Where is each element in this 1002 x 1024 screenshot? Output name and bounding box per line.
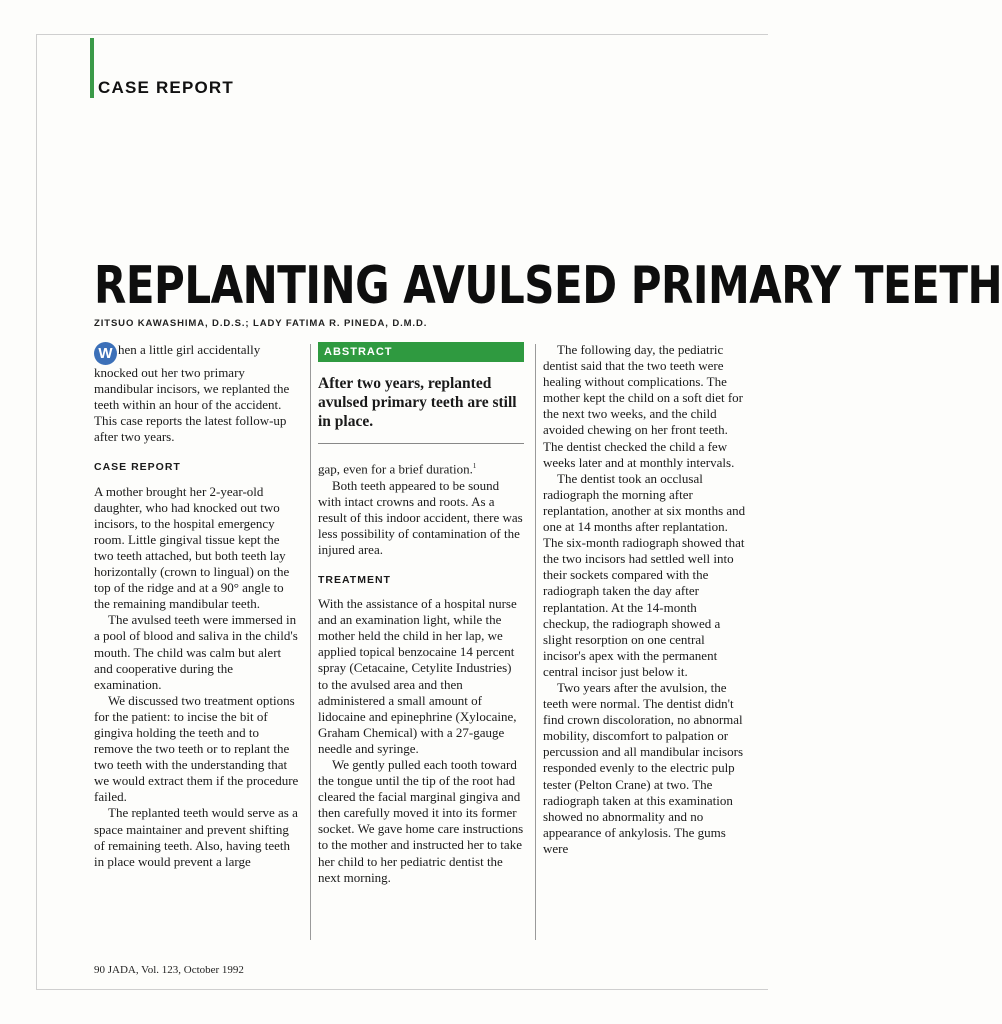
page-footer: 90 JADA, Vol. 123, October 1992 — [94, 964, 244, 976]
abstract-box — [318, 342, 524, 444]
section-label: CASE REPORT — [98, 78, 234, 97]
column-divider-2 — [535, 344, 536, 940]
paragraph — [318, 458, 524, 477]
paragraph: The following day, the pediatric dentist said that the two teeth were healing without complications. The mother kept the child on a soft diet for the next two weeks, and the child avoided chewing on her front teeth. The dentist checked the child a few weeks later and at monthly intervals. — [543, 342, 744, 470]
paragraph: We gently pulled each tooth toward the tongue until the tip of the root had cleared the facial marginal gingiva and then carefully moved it into its former socket. We gave home care instructions to the mother and instructed her to take her child to her pediatric dentist the next morning. — [318, 757, 524, 885]
intro-paragraph — [94, 342, 299, 445]
column-3 — [543, 342, 746, 857]
subhead-case-report: CASE REPORT — [94, 461, 181, 474]
paragraph: We discussed two treatment options for the patient: to incise the bit of gingiva holding the teeth and to remove the two teeth or to replant the two teeth with the understanding that we would extract them if the procedure failed. — [94, 692, 299, 805]
paragraph: Two years after the avulsion, the teeth were normal. The dentist didn't find crown discoloration, no abnormal mobility, discomfort to palpation or percussion and all mandibular incisors responded evenly to the electric pulp tester (Pelton Crane) at two. The radiograph taken at this examination showed no abnormality and no appearance of ankylosis. The gums were — [543, 679, 744, 856]
section-accent-bar — [90, 38, 94, 98]
paragraph-text: gap, even for a brief duration. — [318, 461, 473, 477]
column-1 — [94, 342, 299, 870]
paragraph: Both teeth appeared to be sound with intact crowns and roots. As a result of this indoor accident, there was less possibility of contamination of the injured area. — [318, 477, 523, 557]
reference-marker: 1 — [472, 462, 477, 471]
paragraph: The avulsed teeth were immersed in a pool of blood and saliva in the child's mouth. The child was calm but alert and cooperative during the examination. — [94, 612, 298, 692]
abstract-label: ABSTRACT — [318, 342, 524, 362]
article-authors: ZITSUO KAWASHIMA, D.D.S.; LADY FATIMA R. PINEDA, D.M.D. — [94, 318, 428, 329]
paragraph: The dentist took an occlusal radiograph the morning after replantation, another at six months and one at 14 months after replantation. The six-month radiograph showed that the two incisors had settled well into their sockets compared with the radiograph taken the day after replantation. At the 14-month checkup, the radiograph showed a slight resorption on one central incisor's apex with the permanent central incisor just below it. — [543, 470, 746, 679]
paragraph: The replanted teeth would serve as a space maintainer and prevent shifting of remaining teeth. Also, having teeth in place would prevent a large — [94, 805, 298, 869]
subhead-treatment: TREATMENT — [318, 573, 391, 586]
abstract-text: After two years, replanted avulsed primary teeth are still in place. — [318, 375, 517, 431]
article-title: REPLANTING AVULSED PRIMARY TEETH — [94, 255, 1002, 316]
column-2 — [318, 342, 524, 886]
paragraph: With the assistance of a hospital nurse and an examination light, while the mother held the child in her lap, we applied topical benzocaine 14 percent spray (Cetacaine, Cetylite Industries) to the avulsed area and then administered a small amount of lidocaine and epinephrine (Xylocaine, Graham Chemical) with a 27-gauge needle and syringe. — [318, 596, 517, 756]
dropcap-badge: W — [94, 342, 117, 365]
column-divider-1 — [310, 344, 311, 940]
paragraph: A mother brought her 2-year-old daughter, who had knocked out two incisors, to the hospital emergency room. Little gingival tissue kept the two teeth attached, but both teeth lay horizontally (crown to lingual) on the top of the ridge and at a 90° angle to the remaining mandibular teeth. — [94, 483, 290, 612]
intro-text: hen a little girl accidentally knocked out her two primary mandibular incisors, we replanted the teeth within an hour of the accident. This case reports the latest follow-up after two years. — [94, 342, 290, 445]
